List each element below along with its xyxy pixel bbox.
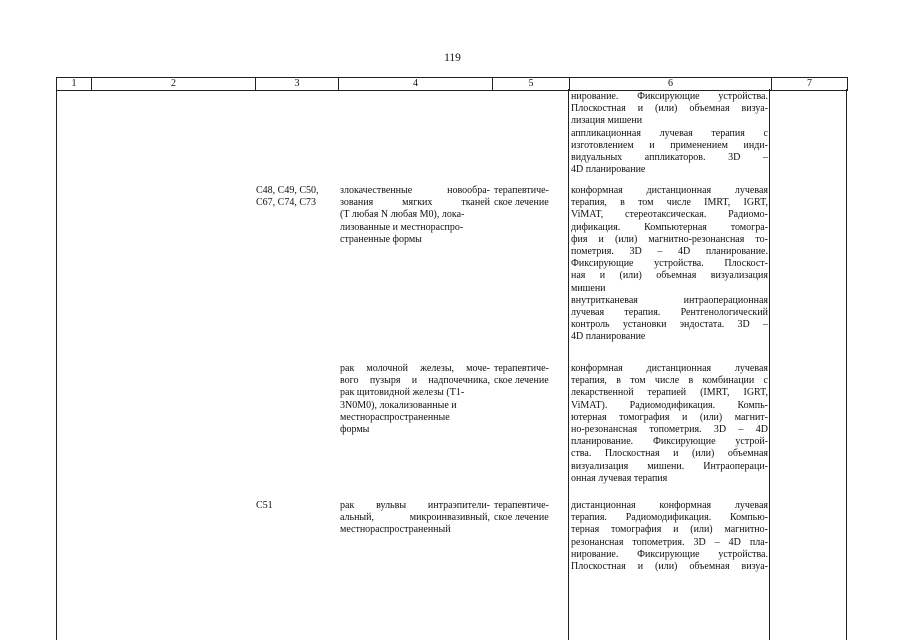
text-line: визуализация мишени. Интраопераци-: [571, 460, 768, 472]
method-cell: [571, 363, 768, 485]
text-line: нирование. Фиксирующие устройства.: [571, 548, 768, 560]
text-line: мишени: [571, 282, 606, 294]
text-line: видуальных аппликаторов. 3D –: [571, 152, 768, 164]
text-line: конформная дистанционная лучевая: [571, 185, 768, 196]
text-line: местнораспространенные: [340, 411, 450, 423]
text-line: внутритканевая интраоперационная: [571, 294, 768, 306]
text-line: терная томография и (или) магнитно-: [571, 524, 768, 536]
disease-cell: [340, 185, 490, 246]
text-line: страненные формы: [340, 233, 422, 245]
page-number: 119: [444, 52, 461, 64]
text-line: планирование. Фиксирующие устрой-: [571, 436, 768, 448]
text-line: ское лечение: [494, 375, 549, 387]
text-line: лизация мишени: [571, 115, 643, 127]
text-line: терапевтиче-: [494, 500, 549, 511]
treatment-cell: [494, 500, 566, 524]
text-line: терапия, в том числе в комбинации с: [571, 375, 768, 387]
text-line: резонансная топометрия. 3D – 4D пла-: [571, 536, 768, 548]
header-col-4: 4: [339, 78, 493, 90]
header-col-5: 5: [493, 78, 570, 90]
text-line: местнораспространенный: [340, 524, 451, 536]
text-line: дификация. Компьютерная томогра-: [571, 221, 768, 233]
text-line: конформная дистанционная лучевая: [571, 363, 768, 374]
text-line: формы: [340, 424, 370, 436]
text-line: Фиксирующие устройства. Плоскост-: [571, 258, 768, 270]
codes-cell: [256, 500, 336, 512]
text-line: но-резонансная топометрия. 3D – 4D: [571, 424, 768, 436]
text-line: зования мягких тканей: [340, 197, 490, 209]
text-line: рак щитовидной железы (T1-: [340, 387, 465, 399]
text-line: аппликационная лучевая терапия с: [571, 127, 768, 139]
header-col-3: 3: [256, 78, 339, 90]
text-line: изготовлением и применением инди-: [571, 139, 768, 151]
method-cell: [571, 500, 768, 573]
header-col-7: 7: [772, 78, 848, 90]
text-line: вого пузыря и надпочечника,: [340, 375, 490, 387]
column-divider: [769, 89, 770, 640]
header-col-2: 2: [92, 78, 256, 90]
text-line: нирование. Фиксирующие устройства.: [571, 91, 768, 102]
method-cell: [571, 185, 768, 344]
text-line: рак молочной железы, моче-: [340, 363, 490, 374]
text-line: терапевтиче-: [494, 185, 549, 196]
text-line: терапия, в том числе IMRT, IGRT,: [571, 197, 768, 209]
text-line: C51: [256, 500, 273, 511]
text-line: (T любая N любая M0), лока-: [340, 209, 465, 221]
text-line: злокачественные новообра-: [340, 185, 490, 196]
method-cell: [571, 91, 768, 176]
text-line: терапия. Радиомодификация. Компью-: [571, 512, 768, 524]
column-divider: [846, 89, 847, 640]
text-line: контроль установки эндостата. 3D –: [571, 319, 768, 331]
text-line: рак вульвы интраэпители-: [340, 500, 490, 511]
text-line: C67, C74, C73: [256, 197, 317, 209]
codes-cell: [256, 185, 336, 209]
text-line: 3N0M0), локализованные и: [340, 399, 457, 411]
text-line: лучевая терапия. Рентгенологический: [571, 307, 768, 319]
text-line: фия и (или) магнитно-резонансная то-: [571, 233, 768, 245]
table-header-row: [56, 77, 848, 91]
text-line: дистанционная конформная лучевая: [571, 500, 768, 511]
text-line: ViMAT, стереотаксическая. Радиомо-: [571, 209, 768, 221]
text-line: терапевтиче-: [494, 363, 549, 374]
treatment-cell: [494, 363, 566, 387]
text-line: ютерная томография и (или) магнит-: [571, 411, 768, 423]
disease-cell: [340, 363, 490, 436]
text-line: C48, C49, C50,: [256, 185, 319, 196]
text-line: 4D планирование: [571, 164, 646, 176]
text-line: лизованные и местнораспро-: [340, 221, 464, 233]
text-line: ная и (или) объемная визуализация: [571, 270, 768, 282]
column-divider: [568, 89, 569, 640]
text-line: Плоскостная и (или) объемная визуа-: [571, 103, 768, 115]
text-line: пометрия. 3D – 4D планирование.: [571, 246, 768, 258]
text-line: альный, микроинвазивный,: [340, 512, 490, 524]
text-line: Плоскостная и (или) объемная визуа-: [571, 561, 768, 573]
text-line: ское лечение: [494, 512, 549, 524]
column-divider: [56, 89, 57, 640]
text-line: онная лучевая терапия: [571, 472, 668, 484]
treatment-cell: [494, 185, 566, 209]
text-line: 4D планирование: [571, 331, 646, 343]
disease-cell: [340, 500, 490, 537]
header-col-6: 6: [570, 78, 772, 90]
text-line: ства. Плоскостная и (или) объемная: [571, 448, 768, 460]
text-line: лекарственной терапией (IMRT, IGRT,: [571, 387, 768, 399]
header-col-1: 1: [57, 78, 92, 90]
text-line: ское лечение: [494, 197, 549, 209]
text-line: ViMAT). Радиомодификация. Компь-: [571, 399, 768, 411]
